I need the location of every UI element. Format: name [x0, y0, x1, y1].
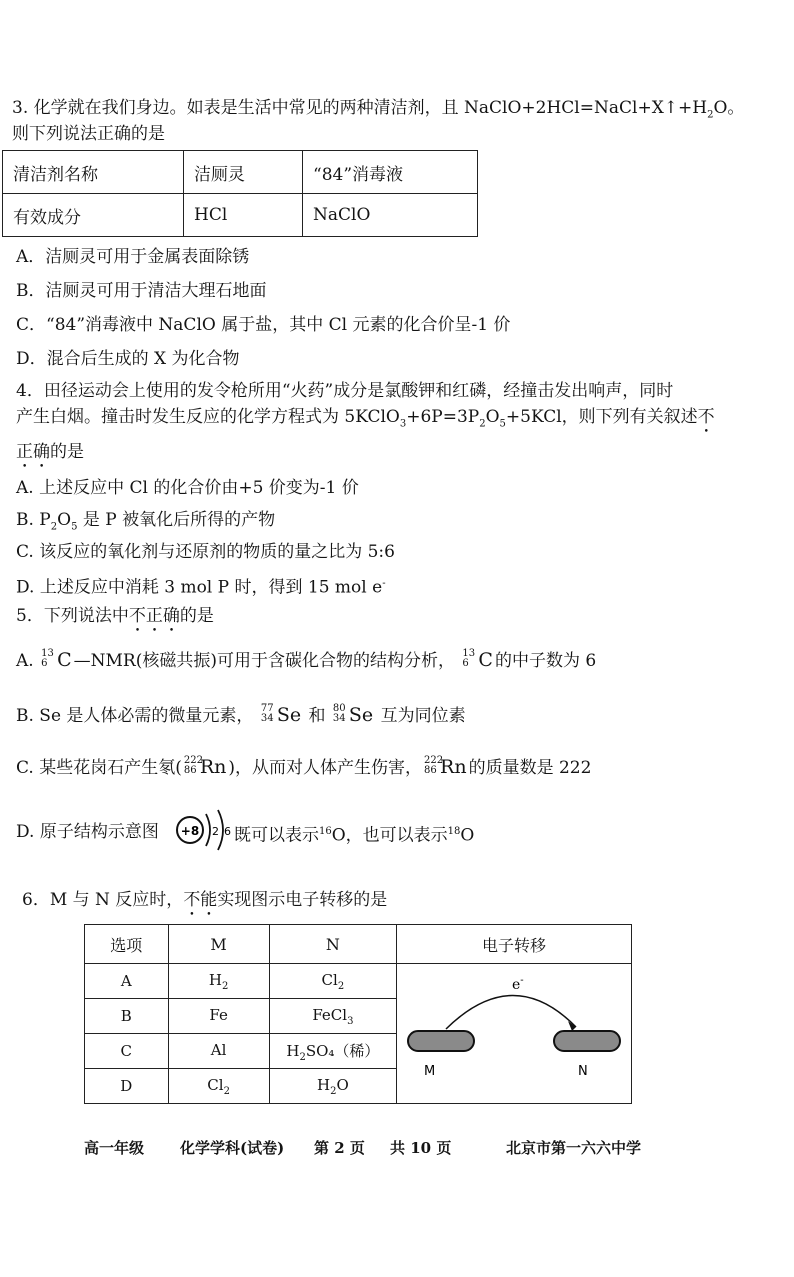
shell-2-electrons: 6 [224, 825, 231, 838]
nuclide: 13 6 C [41, 648, 72, 671]
electron-shell-1 [206, 814, 210, 846]
footer-grade: 高一年级 [84, 1139, 145, 1157]
q6-diagram-cell [397, 964, 632, 1104]
q6-cell-m: Fe [168, 999, 269, 1034]
q3-table-cell: 清洁剂名称 [3, 151, 184, 194]
transfer-arrow [446, 995, 576, 1029]
footer-total: 共 10 页 [390, 1139, 452, 1157]
shell-1-electrons: 2 [212, 825, 219, 838]
nuclide: 222 86 Rn [424, 755, 467, 778]
q5-option-a: A. 13 6 C —NMR(核磁共振)可用于含碳化合物的结构分析， 13 6 C 的中子数为 6 [16, 648, 597, 671]
q6-cell-option: C [85, 1034, 169, 1069]
q6-cell-m: Al [168, 1034, 269, 1069]
table-row [85, 964, 632, 999]
label-n: N [578, 1063, 588, 1079]
q6-header-transfer: 电子转移 [397, 925, 632, 964]
q5-option-d-tail: 既可以表示$^{16}$O，也可以表示$^{18}$O [234, 825, 475, 846]
q4-option-c: C. 该反应的氧化剂与还原剂的物质的量之比为 5:6 [16, 542, 395, 562]
nuclide: 13 6 C [462, 648, 493, 671]
q5-option-c: C. 某些花岗石产生氡( 222 86 Rn )，从而对人体产生伤害， 222 86 Rn 的质量数是 222 [16, 755, 592, 778]
nuclide: 77 34 Se [260, 703, 302, 726]
q5-stem: 5．下列说法中不正确的是 [16, 606, 214, 626]
q6-cell-option: A [85, 964, 169, 999]
footer-page: 第 2 页 [314, 1139, 365, 1157]
q6-cell-m: $Cl_2$ [168, 1069, 269, 1104]
q4-option-d: D. 上述反应中消耗 3 mol P 时，得到 15 mol e- [16, 577, 386, 598]
q6-cell-n: $Cl_2$ [269, 964, 396, 999]
q4-stem-line2: 产生白烟。撞击时发生反应的化学方程式为 $5KClO_3+6P=3P_2O_5+5KCl$，则下列有关叙述不 [16, 407, 715, 430]
q3-table [2, 150, 478, 237]
q3-option-d: D．混合后生成的 X 为化合物 [16, 349, 240, 369]
q3-table-cell: HCl [184, 194, 303, 237]
nuclide: 222 86 Rn [183, 755, 227, 778]
nuclide: 80 34 Se [332, 703, 374, 726]
q3-stem-line2: 则下列说法正确的是 [12, 124, 165, 144]
q3-option-b: B．洁厕灵可用于清洁大理石地面 [16, 281, 267, 301]
q3-stem-line1: 3. 化学就在我们身边。如表是生活中常见的两种清洁剂，且 $NaClO+2HCl=NaCl+X↑+H_2O$。 [12, 98, 745, 121]
nucleus-charge: +8 [180, 824, 200, 838]
footer-school: 北京市第一六六中学 [506, 1139, 642, 1157]
q6-cell-n: $H_2O$ [269, 1069, 396, 1104]
footer-subject: 化学学科(试卷) [180, 1139, 285, 1157]
q6-cell-n: FeCl$_3$ [269, 999, 396, 1034]
q5-option-b: B. Se 是人体必需的微量元素， 77 34 Se 和 80 34 Se 互为同位素 [16, 703, 466, 726]
q4-stem-line3: 正确的是 [16, 442, 84, 462]
q4-option-b: B. $P_2O_5$ 是 P 被氧化后所得的产物 [16, 510, 276, 533]
q6-header-n: N [269, 925, 396, 964]
q3-table-cell: 洁厕灵 [184, 151, 303, 194]
q3-table-cell: “84”消毒液 [303, 151, 478, 194]
q6-table [84, 924, 632, 1104]
q6-header-option: 选项 [85, 925, 169, 964]
q3-option-c: C．“84”消毒液中 NaClO 属于盐，其中 Cl 元素的化合价呈-1 价 [16, 315, 511, 335]
electron-label: e- [512, 974, 524, 993]
q3-option-a: A．洁厕灵可用于金属表面除锈 [16, 247, 250, 267]
electrode-m [408, 1031, 474, 1051]
q6-stem: 6．M 与 N 反应时，不能实现图示电子转移的是 [22, 890, 388, 910]
atomic-structure-diagram [172, 806, 238, 856]
label-m: M [424, 1063, 436, 1079]
q6-cell-option: D [85, 1069, 169, 1104]
q6-cell-n: $H_2SO_4$（稀） [269, 1034, 396, 1069]
q5-option-d: D. 原子结构示意图 [16, 822, 159, 842]
electron-transfer-diagram [398, 969, 630, 1099]
q6-cell-option: B [85, 999, 169, 1034]
q3-table-cell: 有效成分 [3, 194, 184, 237]
q6-header-m: M [168, 925, 269, 964]
q4-stem-line1: 4．田径运动会上使用的发令枪所用“火药”成分是氯酸钾和红磷，经撞击发出响声，同时 [16, 381, 674, 401]
q3-table-cell: NaClO [303, 194, 478, 237]
q6-cell-m: $H_2$ [168, 964, 269, 999]
q4-option-a: A. 上述反应中 Cl 的化合价由+5 价变为-1 价 [16, 478, 359, 498]
electrode-n [554, 1031, 620, 1051]
